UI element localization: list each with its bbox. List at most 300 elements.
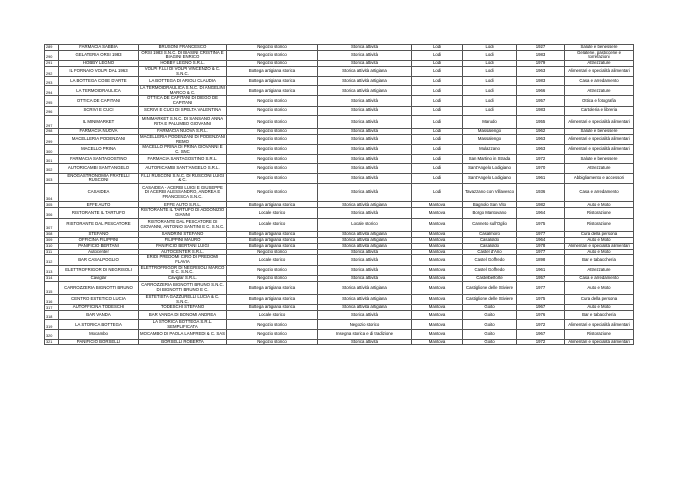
row-number-cell: 292 [45, 66, 59, 76]
shop-name-cell: BAR CASALPOGLIO [59, 255, 139, 265]
town-cell: Casaloldo [463, 237, 517, 243]
sector-cell: Cura della persona [565, 295, 634, 305]
founding-year-cell: 1975 [517, 295, 565, 305]
shop-type-cell: Negozio storico [227, 320, 318, 330]
company-name-cell: HOBBY LEGNO S.R.L. [139, 61, 227, 67]
sector-cell: Attrezzature [565, 164, 634, 173]
category-cell: Storica attività [318, 61, 412, 67]
company-name-cell: ORSI 1983 S.N.C. DI BIASINI CRISTINA E BIAGINI ENRICO [139, 50, 227, 60]
province-cell: Mantova [412, 339, 463, 345]
town-cell: Castiglione delle Stiviere [463, 281, 517, 294]
category-cell: Storica attività [318, 164, 412, 173]
shop-type-cell: Negozio storico [227, 249, 318, 255]
founding-year-cell: 1977 [517, 281, 565, 294]
shop-name-cell: LA BOTTEGA COSE D'ARTE [59, 77, 139, 86]
company-name-cell: ERIDI PREDOMI CIRO DI PREDOMI FLAVIA [139, 255, 227, 265]
sector-cell: Ottica e fotografia [565, 96, 634, 106]
table-row [45, 295, 634, 305]
table-row [45, 218, 634, 231]
shop-type-cell: Negozio storico [227, 96, 318, 106]
row-number-cell: 307 [45, 218, 59, 231]
row-number-cell: 300 [45, 145, 59, 155]
category-cell: Storica attività [318, 115, 412, 128]
province-cell: Lodi [412, 77, 463, 86]
shop-type-cell: Negozio storico [227, 265, 318, 275]
founding-year-cell: 1978 [517, 243, 565, 249]
table-row [45, 320, 634, 330]
town-cell: Goito [463, 305, 517, 311]
shop-type-cell: Negozio storico [227, 339, 318, 345]
sector-cell: Salute e benessere [565, 45, 634, 51]
sector-cell: Attrezzature [565, 61, 634, 67]
sector-cell: Auto e Moto [565, 281, 634, 294]
province-cell: Lodi [412, 61, 463, 67]
town-cell: San Martino in Strada [463, 155, 517, 164]
category-cell: Storica attività [318, 155, 412, 164]
category-cell: Storica attività [318, 173, 412, 183]
town-cell: Castelbelforte [463, 275, 517, 281]
table-row [45, 265, 634, 275]
shop-type-cell: Negozio storico [227, 155, 318, 164]
table-row [45, 183, 634, 202]
row-number-cell: 316 [45, 295, 59, 305]
town-cell: Lodi [463, 50, 517, 60]
shop-name-cell: Autocenter [59, 249, 139, 255]
shop-type-cell: Negozio storico [227, 50, 318, 60]
category-cell: Storica attività artigiana [318, 86, 412, 96]
shop-name-cell: LA TERMOIDRAULICA [59, 86, 139, 96]
row-number-cell: 315 [45, 281, 59, 294]
shop-type-cell: Bottega artigiana storica [227, 202, 318, 208]
province-cell: Lodi [412, 96, 463, 106]
sector-cell: Ristorazione [565, 330, 634, 339]
sector-cell: Cartoleria e libreria [565, 106, 634, 115]
company-name-cell: PANIFICIO BERTANI LUIGI [139, 243, 227, 249]
shop-type-cell: Negozio storico [227, 145, 318, 155]
town-cell: Borgo Mantovano [463, 208, 517, 218]
company-name-cell: AUTOCENTER S.R.L. [139, 249, 227, 255]
town-cell: Goito [463, 330, 517, 339]
row-number-cell: 295 [45, 96, 59, 106]
province-cell: Mantova [412, 202, 463, 208]
shop-type-cell: Locale storico [227, 218, 318, 231]
town-cell: Canneto sull'Oglio [463, 218, 517, 231]
town-cell: Lodi [463, 86, 517, 96]
category-cell: Negozio storico [318, 320, 412, 330]
sector-cell: Alimentari e specialità alimentari [565, 145, 634, 155]
founding-year-cell: 1962 [517, 129, 565, 135]
category-cell: Storica attività [318, 265, 412, 275]
row-number-cell: 299 [45, 135, 59, 145]
company-name-cell: MINIMARKET S.N.C. DI SANSANO ANNA RITA E PALUMBO GIOVANNI [139, 115, 227, 128]
shop-name-cell: STEFANO [59, 231, 139, 237]
row-number-cell: 304 [45, 183, 59, 202]
shop-name-cell: OTTICA DE CAPITANI [59, 96, 139, 106]
company-name-cell: LA TERMOIDRAULICA S.N.C. DI ANGELINI MARCO & C. [140, 85, 225, 95]
town-cell: Sant'Angelo Lodigiano [463, 164, 517, 173]
shop-name-cell: SCRIVI E CUCI [59, 106, 139, 115]
table-row [45, 155, 634, 164]
company-name-cell: RISTORANTE IL TARTUFO DI ADDONIZIO GIANNI [139, 208, 227, 218]
shop-name-cell: CARROZZERIA BIGNOTTI BRUNO [59, 281, 139, 294]
sector-cell: Alimentari e specialità alimentari [565, 115, 634, 128]
town-cell: Lodi [463, 45, 517, 51]
row-number-cell: 305 [45, 202, 59, 208]
town-cell: Castel Goffredo [463, 265, 517, 275]
sector-cell: Alimentari e specialità alimentari [565, 339, 634, 345]
founding-year-cell: 1961 [517, 265, 565, 275]
company-name-cell: OTTICA DE CAPITANI DI DIEGO DE CAPITANI [139, 96, 227, 106]
shop-name-cell: CENTRO ESTETICO LUCIA [59, 295, 139, 305]
sector-cell: Alimentari e specialità alimentari [565, 135, 634, 145]
table-row [45, 115, 634, 128]
founding-year-cell: 1983 [517, 77, 565, 86]
table-row [45, 208, 634, 218]
shop-name-cell: Mocambo [59, 330, 139, 339]
category-cell: Storica attività [318, 129, 412, 135]
shop-name-cell: RISTORANTE IL TARTUFO [59, 208, 139, 218]
sector-cell: Bar e tabaccheria [565, 311, 634, 320]
category-cell: Locale storico [318, 218, 412, 231]
town-cell: Lodi [463, 61, 517, 67]
historic-shops-table [44, 44, 634, 345]
row-number-cell: 308 [45, 231, 59, 237]
shop-name-cell: FARMACIA SABBIA [59, 45, 139, 51]
row-number-cell: 297 [45, 115, 59, 128]
shop-type-cell: Bottega artigiana storica [227, 281, 318, 294]
sector-cell: Casa e arredamento [565, 275, 634, 281]
province-cell: Mantova [412, 330, 463, 339]
province-cell: Lodi [412, 145, 463, 155]
shop-name-cell: EFFE AUTO [59, 202, 139, 208]
sector-cell: Casa e arredamento [565, 77, 634, 86]
founding-year-cell: 1977 [517, 249, 565, 255]
table-row [45, 77, 634, 86]
category-cell: Insegna storica e di tradizione [318, 330, 412, 339]
shop-name-cell: FARMACIA SANTAGOSTINO [59, 155, 139, 164]
company-name-cell: SCRIVI E CUCI DI SPELTA VALENTINA [139, 106, 227, 115]
company-name-cell: BRUSONI FRANCESCO [139, 45, 227, 51]
founding-year-cell: 1972 [517, 155, 565, 164]
table-row [45, 66, 634, 76]
town-cell: Goito [463, 311, 517, 320]
row-number-cell: 310 [45, 243, 59, 249]
founding-year-cell: 1957 [517, 275, 565, 281]
table-row [45, 145, 634, 155]
sector-cell: Alimentari e specialità alimentari [565, 243, 634, 249]
company-name-cell: AUTORICAMBI SANT'ANGELO S.R.L. [139, 164, 227, 173]
row-number-cell: 296 [45, 106, 59, 115]
shop-type-cell: Bottega artigiana storica [227, 295, 318, 305]
category-cell: Storica attività [318, 135, 412, 145]
shop-type-cell: Bottega artigiana storica [227, 243, 318, 249]
row-number-cell: 290 [45, 50, 59, 60]
company-name-cell: TODESCHI STEFANO [139, 305, 227, 311]
row-number-cell: 318 [45, 311, 59, 320]
founding-year-cell: 1963 [517, 66, 565, 76]
founding-year-cell: 1979 [517, 61, 565, 67]
province-cell: Mantova [412, 255, 463, 265]
company-name-cell: F.LLI RUSCONI S.N.C. DI RUSCONI LUIGI & C. [139, 173, 227, 183]
province-cell: Lodi [412, 129, 463, 135]
province-cell: Lodi [412, 164, 463, 173]
shop-type-cell: Negozio storico [227, 173, 318, 183]
province-cell: Lodi [412, 86, 463, 96]
town-cell: Lodi [463, 106, 517, 115]
shop-type-cell: Bottega artigiana storica [227, 237, 318, 243]
shop-name-cell: PANIFICIO BERTANI [59, 243, 139, 249]
province-cell: Lodi [412, 115, 463, 128]
founding-year-cell: 1972 [517, 320, 565, 330]
row-number-cell: 313 [45, 265, 59, 275]
row-number-cell: 314 [45, 275, 59, 281]
shop-name-cell: AUTOFFICINA TODESCHI [59, 305, 139, 311]
company-name-cell: VOLPI F.LLI DI VOLPI VINCENZO & C. S.N.C. [139, 66, 227, 76]
town-cell: Casalmoro [463, 231, 517, 237]
province-cell: Mantova [412, 243, 463, 249]
category-cell: Storica attività [318, 106, 412, 115]
shop-type-cell: Bottega artigiana storica [227, 231, 318, 237]
company-name-cell: LA STORICA BOTTEGA S.R.L. SEMPLIFICATA [139, 320, 227, 330]
sector-cell: Abbigliamento e accessori [565, 173, 634, 183]
row-number-cell: 301 [45, 155, 59, 164]
founding-year-cell: 1983 [517, 50, 565, 60]
province-cell: Mantova [412, 218, 463, 231]
category-cell: Storica attività [318, 96, 412, 106]
town-cell: Castiglione delle Stiviere [463, 295, 517, 305]
category-cell: Storica attività [318, 208, 412, 218]
town-cell: Massalengo [463, 129, 517, 135]
row-number-cell: 319 [45, 320, 59, 330]
table-row [45, 106, 634, 115]
company-name-cell: Caviglar S.R.L. [139, 275, 227, 281]
shop-type-cell: Negozio storico [227, 115, 318, 128]
province-cell: Lodi [412, 66, 463, 76]
shop-type-cell: Bottega artigiana storica [227, 86, 318, 96]
shop-name-cell: PANIFICIO BORSELLI [59, 339, 139, 345]
shop-type-cell: Negozio storico [227, 183, 318, 202]
founding-year-cell: 1963 [517, 145, 565, 155]
founding-year-cell: 1982 [517, 202, 565, 208]
province-cell: Lodi [412, 135, 463, 145]
row-number-cell: 306 [45, 208, 59, 218]
category-cell: Storica attività artigiana [318, 243, 412, 249]
sector-cell: Auto e Moto [565, 249, 634, 255]
table-row [45, 281, 634, 294]
category-cell: Storica attività [318, 183, 412, 202]
founding-year-cell: 1966 [517, 86, 565, 96]
category-cell: Storica attività [318, 50, 412, 60]
sector-cell: Auto e Moto [565, 202, 634, 208]
category-cell: Storica attività artigiana [318, 77, 412, 86]
shop-name-cell: IL FORNAIO VOLPI DAL 1963 [59, 66, 139, 76]
company-name-cell: BORSELLI ROBERTA [139, 339, 227, 345]
company-name-cell: RISTORANTE DAL PESCATORE DI GIOVANNI, ANTONIO SANTINI E C. S.N.C. [139, 218, 227, 231]
document-page [44, 44, 633, 345]
founding-year-cell: 1961 [517, 173, 565, 183]
sector-cell: Auto e Moto [565, 237, 634, 243]
company-name-cell: BAR VANDA DI BONOMI ANDREA [139, 311, 227, 320]
shop-name-cell: CASAIDEA [59, 183, 139, 202]
table-row [45, 330, 634, 339]
sector-cell: Auto e Moto [565, 305, 634, 311]
row-number-cell: 303 [45, 173, 59, 183]
sector-cell: Attrezzature [565, 265, 634, 275]
company-name-cell: ESTETISTA GAZZURELLI LUCIA & C. S.N.C. [139, 295, 227, 305]
town-cell: Casaloldo [463, 243, 517, 249]
founding-year-cell: 1957 [517, 96, 565, 106]
sector-cell: Cura della persona [565, 231, 634, 237]
company-name-cell: CASAIDEA - ACERBI LUIGI E GIUSEPPE DI ACERBI ALESSANDRO, ANDREA E FRANCESCA S.N.C. [139, 183, 227, 202]
sector-cell: Alimentari e specialità alimentari [565, 320, 634, 330]
row-number-cell: 320 [45, 330, 59, 339]
shop-name-cell: Caviglar [59, 275, 139, 281]
shop-name-cell: ENOGASTRONOMIA FRATELLI RUSCONI [59, 173, 139, 183]
founding-year-cell: 1970 [517, 164, 565, 173]
shop-name-cell: ELETTROFRIGOR DI NEGRISOLI [59, 265, 139, 275]
company-name-cell: SANDRINI STEFANO [139, 231, 227, 237]
shop-type-cell: Negozio storico [227, 164, 318, 173]
row-number-cell: 302 [45, 164, 59, 173]
town-cell: Marudo [463, 115, 517, 128]
sector-cell: Salute e benessere [565, 129, 634, 135]
sector-cell: Attrezzature [565, 86, 634, 96]
founding-year-cell: 1975 [517, 218, 565, 231]
founding-year-cell: 1964 [517, 237, 565, 243]
row-number-cell: 312 [45, 255, 59, 265]
shop-type-cell: Locale storico [227, 208, 318, 218]
founding-year-cell: 1972 [517, 339, 565, 345]
row-number-cell: 311 [45, 249, 59, 255]
shop-name-cell: OFFICINA FILIPPINI [59, 237, 139, 243]
row-number-cell: 289 [45, 45, 59, 51]
province-cell: Mantova [412, 208, 463, 218]
company-name-cell: LA BOTTEGA DI ARIOLI CLAUDIA [139, 77, 227, 86]
province-cell: Lodi [412, 106, 463, 115]
shop-name-cell: LA STORICA BOTTEGA [59, 320, 139, 330]
category-cell: Storica attività [318, 45, 412, 51]
town-cell: Sant'Angelo Lodigiano [463, 173, 517, 183]
province-cell: Mantova [412, 237, 463, 243]
shop-type-cell: Locale storico [227, 311, 318, 320]
shop-name-cell: MACELLO PRINA [59, 145, 139, 155]
town-cell: Goito [463, 339, 517, 345]
table-row [45, 255, 634, 265]
shop-name-cell: AUTORICAMBI SANT'ANGELO [59, 164, 139, 173]
founding-year-cell: 1936 [517, 183, 565, 202]
row-number-cell: 294 [45, 86, 59, 96]
row-number-cell: 321 [45, 339, 59, 345]
town-cell: Castel Goffredo [463, 255, 517, 265]
category-cell: Storica attività artigiana [318, 237, 412, 243]
category-cell: Storica attività [318, 339, 412, 345]
category-cell: Storica attività [318, 275, 412, 281]
shop-type-cell: Bottega artigiana storica [227, 305, 318, 311]
shop-type-cell: Bottega artigiana storica [227, 77, 318, 86]
row-number-cell: 291 [45, 61, 59, 67]
founding-year-cell: 1963 [517, 135, 565, 145]
table-row [45, 50, 634, 60]
shop-type-cell: Negozio storico [227, 45, 318, 51]
company-name-cell: FILIPPINI MAURO [139, 237, 227, 243]
town-cell: Goito [463, 320, 517, 330]
shop-type-cell: Negozio storico [227, 275, 318, 281]
shop-name-cell: HOBBY LEGNO [59, 61, 139, 67]
founding-year-cell: 1967 [517, 305, 565, 311]
category-cell: Storica attività artigiana [318, 281, 412, 294]
town-cell: Mulazzano [463, 145, 517, 155]
table-row [45, 96, 634, 106]
town-cell: Lodi [463, 66, 517, 76]
table-row [45, 173, 634, 183]
sector-cell: Gelaterie, pasticcerie e torrefazioni [565, 50, 634, 60]
town-cell: Lodi [463, 96, 517, 106]
province-cell: Lodi [412, 173, 463, 183]
founding-year-cell: 1898 [517, 255, 565, 265]
province-cell: Mantova [412, 281, 463, 294]
table-row [45, 86, 634, 96]
province-cell: Mantova [412, 295, 463, 305]
sector-cell: Salute e benessere [565, 155, 634, 164]
founding-year-cell: 1927 [517, 45, 565, 51]
sector-cell: Alimentari e specialità alimentari [565, 66, 634, 76]
shop-name-cell: RISTORANTE DAL PESCATORE [59, 218, 139, 231]
sector-cell: Ristorazione [565, 218, 634, 231]
company-name-cell: MACELLO PRINA DI PRINA GIOVANNI E C. SNC [139, 145, 227, 155]
table-row [45, 164, 634, 173]
province-cell: Mantova [412, 311, 463, 320]
shop-type-cell: Negozio storico [227, 106, 318, 115]
province-cell: Mantova [412, 265, 463, 275]
shop-name-cell: IL MINIMARKET [59, 115, 139, 128]
province-cell: Mantova [412, 249, 463, 255]
table-row [45, 135, 634, 145]
category-cell: Storica attività [318, 249, 412, 255]
company-name-cell: ELETTROFRIGOR DI NEGRISOLI MARCO E C. S.N.C. [139, 265, 227, 275]
category-cell: Storica attività artigiana [318, 295, 412, 305]
category-cell: Storica attività artigiana [318, 66, 412, 76]
shop-type-cell: Negozio storico [227, 129, 318, 135]
town-cell: Lodi [463, 77, 517, 86]
row-number-cell: 298 [45, 129, 59, 135]
founding-year-cell: 1964 [517, 208, 565, 218]
shop-name-cell: MACELLERIA PODENZANI [59, 135, 139, 145]
row-number-cell: 293 [45, 77, 59, 86]
shop-type-cell: Negozio storico [227, 330, 318, 339]
sector-cell: Bar e tabaccheria [565, 255, 634, 265]
founding-year-cell: 1967 [517, 330, 565, 339]
founding-year-cell: 1955 [517, 115, 565, 128]
province-cell: Mantova [412, 320, 463, 330]
town-cell: Massalengo [463, 135, 517, 145]
category-cell: Storica attività [318, 311, 412, 320]
table-row [45, 311, 634, 320]
town-cell: Tavazzano con Villavesco [463, 183, 517, 202]
province-cell: Mantova [412, 305, 463, 311]
category-cell: Storica attività artigiana [318, 231, 412, 237]
province-cell: Lodi [412, 183, 463, 202]
province-cell: Lodi [412, 45, 463, 51]
founding-year-cell: 1983 [517, 106, 565, 115]
company-name-cell: CARROZZERIA BIGNOTTI BRUNO S.N.C. DI BIGNOTTI BRUNO E C. [139, 281, 227, 294]
shop-name-cell: BAR VANDA [59, 311, 139, 320]
table-body [45, 45, 634, 345]
founding-year-cell: 1976 [517, 311, 565, 320]
shop-name-cell: GELATERIA ORSI 1983 [59, 50, 139, 60]
shop-type-cell: Locale storico [227, 255, 318, 265]
company-name-cell: EFFE AUTO S.R.L. [139, 202, 227, 208]
company-name-cell: FARMACIA SANTAGOSTINO S.R.L. [139, 155, 227, 164]
